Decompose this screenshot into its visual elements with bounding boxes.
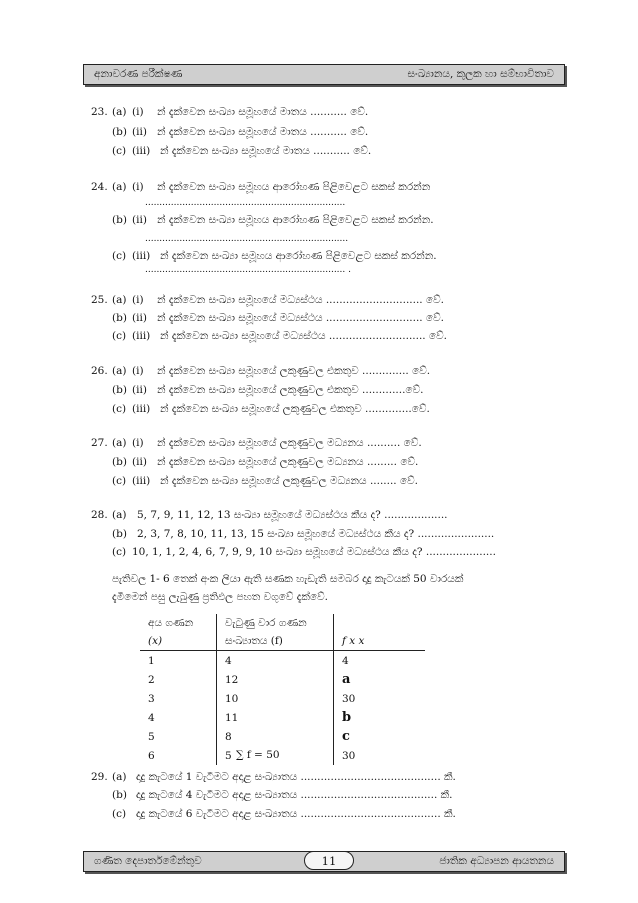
q27-part-b: (b)	[112, 456, 127, 468]
q23-c-text: න් දැක්වෙන සංඛ්‍යා සමූහයේ මාතය ........... වේ.	[160, 145, 372, 157]
header-left-title: අනාවරණ පරීක්ෂණ	[94, 68, 183, 80]
q25-a-text: න් දැක්වෙන සංඛ්‍යා සමූහයේ මධ්‍යස්ථය ............................. වේ.	[157, 294, 445, 306]
header-right-title: සංඛ්‍යානය, කුලක හා සම්භාවිතාව	[407, 68, 554, 80]
q24-a-answer-line: ......................................................................	[145, 198, 346, 208]
footer-right-title: ජාතික අධ්‍යාපන ආයතනය	[439, 855, 554, 867]
q26-part-c: (c)	[112, 403, 127, 415]
q26-number: 26.	[91, 365, 108, 377]
q26-b-text: න් දැක්වෙන සංඛ්‍යා සමූහයේ ලකුණුවල එකතුව .............වේ.	[157, 384, 424, 396]
q24-b-text: න් දැක්වෙන සංඛ්‍යා සමූහය ආරෝහණ පිළිවෙළට සකස් කරන්න.	[157, 214, 434, 226]
q27-a-roman: (i)	[132, 437, 144, 449]
table-row	[140, 670, 425, 689]
q25-part-a: (a)	[112, 294, 127, 306]
q25-a-roman: (i)	[132, 294, 144, 306]
q23-part-c: (c)	[112, 145, 127, 157]
cell-f: 5	[217, 746, 334, 765]
q27-c-roman: (iii)	[132, 475, 151, 487]
q24-a-text: න් දැක්වෙන සංඛ්‍යා සමූහය ආරෝහණ පිළිවෙළට සකස් කරන්න	[157, 181, 431, 193]
q24-c-answer-line: ...................................................................... .	[145, 265, 351, 275]
q26-b-roman: (ii)	[132, 384, 147, 396]
table-row	[140, 727, 425, 746]
cell-f: 10	[217, 689, 334, 708]
q25-b-text: න් දැක්වෙන සංඛ්‍යා සමූහයේ මධ්‍යස්ථය ............................. වේ.	[157, 312, 445, 324]
q23-part-a: (a)	[112, 106, 127, 118]
table-row	[140, 746, 425, 765]
cell-f: 8	[217, 727, 334, 746]
q28-part-a: (a)	[112, 509, 127, 521]
q25-c-text: න් දැක්වෙන සංඛ්‍යා සමූහයේ මධ්‍යස්ථය ............................. වේ.	[160, 330, 448, 342]
q23-part-b: (b)	[112, 126, 127, 138]
q24-b-roman: (ii)	[132, 214, 147, 226]
q26-c-roman: (iii)	[132, 403, 151, 415]
header-frequency: වැටුණු වාර ගණන	[217, 614, 334, 632]
q24-c-roman: (iii)	[132, 250, 151, 262]
q28-part-b: (b)	[112, 528, 127, 540]
q27-a-text: න් දැක්වෙන සංඛ්‍යා සමූහයේ ලකුණුවල මධ්‍යනය .......... වේ.	[157, 437, 422, 449]
q28-part-c: (c)	[112, 546, 127, 558]
q27-b-roman: (ii)	[132, 456, 147, 468]
q27-part-a: (a)	[112, 437, 127, 449]
table-row	[140, 651, 425, 671]
intro-line-1: පැතිවල 1- 6 තෙක් අංක ලියා ඇති සණක හැඩැති සමබර දාදු කැටයක් 50 වාරයක්	[112, 573, 464, 585]
q25-number: 25.	[91, 294, 108, 306]
frequency-table	[140, 614, 425, 765]
cell-fx: c	[342, 729, 350, 744]
q28-b-text: 2, 3, 7, 8, 10, 11, 13, 15 සංඛ්‍යා සමූහයේ මධ්‍යස්ථය කීය ද? .......................	[137, 528, 495, 540]
q24-b-answer-line: .......................................................................	[145, 234, 349, 244]
q24-part-c: (c)	[112, 250, 127, 262]
table-header-row-2	[140, 632, 425, 651]
cell-fx: 30	[342, 692, 356, 705]
q28-a-text: 5, 7, 9, 11, 12, 13 සංඛ්‍යා සමූහයේ මධ්‍යස්ථය කීය ද? ...................	[137, 509, 448, 521]
q26-part-a: (a)	[112, 365, 127, 377]
q29-number: 29.	[91, 771, 108, 783]
header-f: සංඛ්‍යාතය (f)	[217, 632, 334, 651]
q27-number: 27.	[91, 437, 108, 449]
cell-f: 4	[217, 651, 334, 671]
q24-number: 24.	[91, 181, 108, 193]
cell-x: 3	[140, 689, 217, 708]
q29-part-a: (a)	[112, 771, 127, 783]
q23-b-roman: (ii)	[132, 126, 147, 138]
table-row	[140, 689, 425, 708]
q23-b-text: න් දැක්වෙන සංඛ්‍යා සමූහයේ මාතය ........... වේ.	[157, 126, 369, 138]
cell-x: 5	[140, 727, 217, 746]
q26-c-text: න් දැක්වෙන සංඛ්‍යා සමූහයේ ලකුණුවල එකතුව ..............වේ.	[160, 403, 430, 415]
header-score: අය ගණන	[140, 614, 217, 632]
cell-fx: b	[342, 710, 352, 725]
q29-c-text: දාදු කැටයේ 6 වැටීමට අදාළ සංඛ්‍යාතය .......................................... කී.	[136, 808, 456, 820]
q29-part-c: (c)	[112, 808, 127, 820]
footer-bar	[83, 851, 565, 872]
q24-part-a: (a)	[112, 181, 127, 193]
q26-a-roman: (i)	[132, 365, 144, 377]
q26-a-text: න් දැක්වෙන සංඛ්‍යා සමූහයේ ලකුණුවල එකතුව .............. වේ.	[157, 365, 431, 377]
header-x: (x)	[140, 632, 217, 651]
q25-b-roman: (ii)	[132, 312, 147, 324]
q24-a-roman: (i)	[132, 181, 144, 193]
header-bar	[83, 64, 565, 85]
q25-part-c: (c)	[112, 330, 127, 342]
q23-number: 23.	[91, 106, 108, 118]
q27-c-text: න් දැක්වෙන සංඛ්‍යා සමූහයේ ලකුණුවල මධ්‍යනය ........ වේ.	[160, 475, 419, 487]
q28-c-text: 10, 1, 1, 2, 4, 6, 7, 9, 9, 10 සංඛ්‍යා සමූහයේ මධ්‍යස්ථය කීය ද? .....................	[132, 546, 496, 558]
cell-x: 4	[140, 708, 217, 727]
header-fx: f x x	[334, 632, 426, 651]
q23-a-roman: (i)	[132, 106, 144, 118]
cell-x: 2	[140, 670, 217, 689]
table-header-row-1	[140, 614, 425, 632]
q26-part-b: (b)	[112, 384, 127, 396]
q29-b-text: දාදු කැටයේ 4 වැටීමට අදාළ සංඛ්‍යාතය ......................................... කී.	[136, 789, 453, 801]
frequency-sum: ∑ f = 50	[236, 749, 280, 761]
cell-fx: 30	[342, 749, 356, 762]
cell-x: 6	[140, 746, 217, 765]
q27-part-c: (c)	[112, 475, 127, 487]
table-row	[140, 708, 425, 727]
page-number: 11	[304, 851, 354, 870]
q27-b-text: න් දැක්වෙන සංඛ්‍යා සමූහයේ ලකුණුවල මධ්‍යනය ......... වේ.	[157, 456, 419, 468]
cell-f: 11	[217, 708, 334, 727]
q25-part-b: (b)	[112, 312, 127, 324]
header-blank	[334, 614, 426, 632]
q29-a-text: දාදු කැටයේ 1 වැටීමට අදාළ සංඛ්‍යාතය .......................................... කී.	[136, 771, 456, 783]
cell-x: 1	[140, 651, 217, 671]
q23-a-text: න් දැක්වෙන සංඛ්‍යා සමූහයේ මාතය ........... වේ.	[157, 106, 369, 118]
q25-c-roman: (iii)	[132, 330, 151, 342]
q24-part-b: (b)	[112, 214, 127, 226]
q29-part-b: (b)	[112, 789, 127, 801]
q24-c-text: න් දැක්වෙන සංඛ්‍යා සමූහය ආරෝහණ පිළිවෙළට සකස් කරන්න.	[160, 250, 437, 262]
cell-fx: 4	[342, 654, 349, 667]
cell-fx: a	[342, 672, 351, 687]
q23-c-roman: (iii)	[132, 145, 151, 157]
intro-line-2: දැමීමෙන් පසු ලැබුණු ප්‍රතිඵල පහත වගුවේ දැක්වේ.	[112, 591, 328, 603]
cell-f: 12	[217, 670, 334, 689]
q28-number: 28.	[91, 509, 108, 521]
footer-left-title: ගණිත දෙපාර්තමේන්තුව	[94, 855, 202, 867]
